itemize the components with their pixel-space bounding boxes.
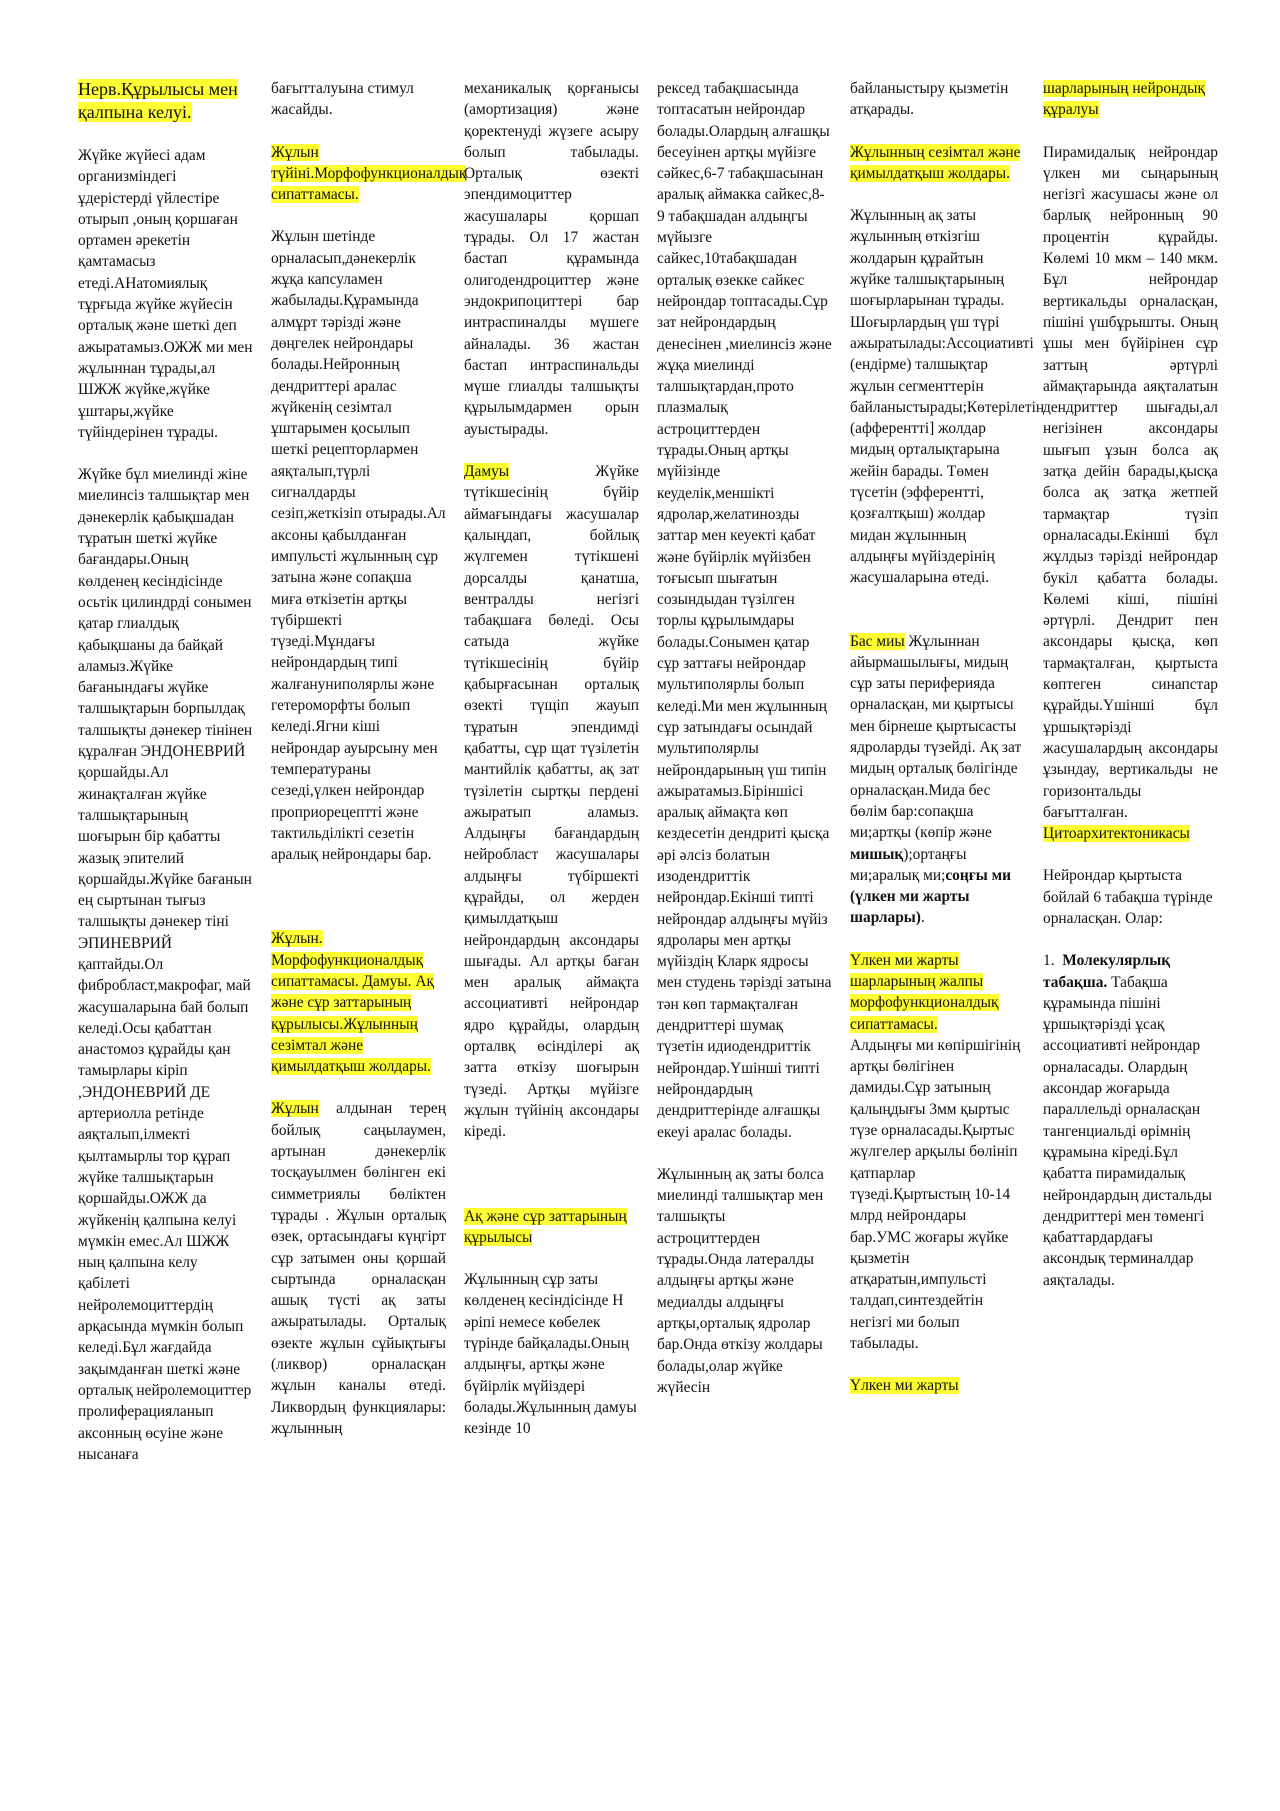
paragraph: байланыстыру қызметін атқарады. — [850, 80, 1009, 119]
paragraph: механикалық қорғанысы (амортизация) және қоректенуді жүзеге асыру болып табылады. Орталық өзекті эпендимоциттер жасушалары қоршап тұрады. Ол 17 жастан бастап құрамында олигодендроциттер және эндокрипоциттері бар интраспиналды мүшеге айналады. 36 жастан бастап интраспинальды мүше глиалды талшықты құрылымдармен орын ауыстырады. — [464, 80, 639, 438]
section-heading: шарларының нейрондық құралуы — [1043, 80, 1205, 119]
paragraph: рексед табақшасында топтасатын нейрондар болады.Олардың алғашқы бесеуінен артқы мүйізге сәйкес,6-7 табақшасынан аралық аймакка сайкес,8-9 табақшадан алдыңгы мүйызге сайкес,10табақшадан орталық өзекке сайкес нейрондар топтасады.Сұр зат нейрондардың денесінен ,миелинсіз және жұқа миелинді талшықтардан,прото плазмалық астроциттерден тұрады.Оның артқы мүйізінде кеуделік,меншікті ядролар,желатинозды заттар мен кеуекті қабат және бүйірлік мүйізбен тоғысып шығатын созындыдан түзілген торлы құрылымдары болады.Сонымен қатар сұр заттағы нейрондар мультиполярлы болып келеді.Ми мен жұлынның сұр затындағы осындай мультиполярлы нейрондарының үш типін ажыратамыз.Біріншісі аралық аймақта көп кездесетін дендриті қысқа әрі әлсіз болатын изодендриттік нейрондар.Екінші типті нейрондар алдыңғы мүйіз ядролары мен артқы мүйіздің Кларк ядросы мен студень тәрізді затына тән көп тармақталған дендриттері шумақ түзетін идиодендриттік нейрондар.Үшінші типті нейрондардың дендриттерінде алғашқы екеуі аралас болады. — [657, 80, 832, 1141]
section-heading: Ақ және сұр заттарының құрылысы — [464, 1207, 627, 1246]
column-6 — [1043, 78, 1218, 1768]
paragraph: Жүйке жүйесі адам организміндегі ұдерістерді үйлестіре отырып ,оның қоршаған ортамен әрекетін қамтамасыз етеді.АНатомиялық тұрғыда жүйке жүйесін орталық және шеткі деп ажыратамыз.ОЖЖ ми мен жұлыннан тұрады,ал ШЖЖ жүйке,жүйке ұштары,жүйке түйіндерінен тұрады. — [78, 147, 253, 441]
document-page — [78, 78, 1218, 1768]
paragraph: Жұлынның сұр заты көлденең кесіндісінде Н әріпі немесе көбелек түрінде байқалады.Оның алдыңғы, артқы және бүйірлік мүйіздері болады.Жұлынның дамуы кезінде 10 — [464, 1271, 637, 1438]
paragraph: Пирамидалық нейрондар үлкен ми сыңарының негізгі жасушасы және ол барлық нейронның 90 процентін құрайды. Көлемі 10 мкм – 140 мкм. Бұл нейрондар вертикальды орналасқан, пішіні үшбұрышты. Оның ұшы мен бүйірінен сұр заттың әртүрлі аймақтарында аяқталатын дендриттер шығады,ал негізінен аксондары шығып ұзын болса ақ затқа дейін барады,қысқа болса ақ затқа жетпей тармақтар түзіп орналасады.Екінші бұл жұлдыз тәрізді нейрондар букіл қабатта болады. Көлемі кіші, пішіні әртүрлі. Дендрит пен аксондары қысқа, көп тармақталған, қыртыста көптеген синапстар құрайды.Үшінші бұл ұршықтәрізді жасушалардың аксондары ұзындау, вертикальды не горизонтальды бағытталған. — [1043, 143, 1218, 821]
paragraph: Жұлынның ақ заты жұлынның өткізгіш жолдарын құрайтын жүйке талшықтарының шоғырларынан тұрады. Шоғырлардың үш түрі ажыратылады:Ассоциативті (ендірме) талшықтар жұлын сегменттерін байланыстырады;Көтерілетін (афферентті] жолдар мидың орталықтарына жейін барады. Төмен түсетін (эфферентті, қозғалтқыш) жолдар мидан жұлынның алдыңғы мүйіздерінің жасушаларына өтеді. — [850, 207, 1045, 587]
paragraph: Жүйке бұл миелинді жіне миелинсіз талшықтар мен дәнекерлік қабықшадан тұратын шеткі жүйке бағандары.Оның көлденең кесіндісінде осьтік цилиндрді сонымен қатар глиалдық қабықшаны да байқай аламыз.Жүйке бағанындағы жүйке талшықтарын борпылдақ талшықты дәнекер тінінен құралған ЭНДОНЕВРИЙ қоршайды.Ал жинақталған жүйке талшықтарының шоғырын бір қабатты жазық эпителий қоршайды.Жүйке бағанын ең сыртынан тығыз талшықты дәнекер тіні ЭПИНЕВРИЙ қаптайды.Ол фибробласт,макрофаг, май жасушаларына бай болып келеді.Осы қабаттан анастомоз құрайды қан тамырлары кіріп ,ЭНДОНЕВРИЙ ДЕ артериолла ретінде аяқталып,ілмекті қылтамырлы тор құрап жүйке талшықтарын қоршайды.ОЖЖ да жүйкенің қалпына келуі мүмкін емес.Ал ШЖЖ ның қалпына келу қабілеті нейролемоциттердің арқасында мүмкін болып келеді.Бұл жағдайда зақымданған шеткі және орталық нейролемоциттер пролиферацияланып аксонның өсуіне және нысанаға — [78, 466, 253, 1463]
paragraph: Жұлынның ақ заты болса миелинді талшықтар мен талшықты астроциттерден тұрады.Онда латералды алдыңғы артқы және медиалды алдыңғы артқы,орталық ядролар бар.Онда өткізу жолдары болады,олар жүйке жүйесін — [657, 1165, 824, 1396]
column-1 — [78, 78, 253, 1768]
section-heading: Жұлынның сезімтал және қимылдатқыш жолдары. — [850, 143, 1021, 182]
paragraph: Алдыңғы ми көпіршігінің артқы бөлігінен дамиды.Сұр затының қалыңдығы 3мм қыртыс түзе орналасады.Қыртыс жүлгелер арқылы бөлініп қатпарлар түзеді.Қыртыстың 10-14 млрд нейрондары бар.УМС жоғары жүйке қызметін атқаратын,импульсті талдап,синтездейтін негізгі ми болып табылады. — [850, 1036, 1021, 1353]
paragraph-lead: Жұлын — [271, 1100, 319, 1118]
list-item: 1. Молекулярлық табақша. Табақша құрамында пішіні ұршықтәрізді ұсақ ассоциативті нейрондар орналасады. Олардың аксондар жоғарыда параллельді орналасқан тангенциальді өрімнің құрамына кіреді.Бұл қабатта пирамидалық нейрондардың дистальды дендриттері мен төменгі қабаттардардағы аксондық терминалдар аяқталады. — [1043, 952, 1212, 1289]
column-5 — [850, 78, 1045, 1768]
paragraph: Жұлын шетінде орналасып,дәнекерлік жұқа капсуламен жабылады.Құрамында алмұрт тәрізді және дөңгелек нейрондары болады.Нейронның дендриттері аралас жүйкенің сезімтал ұштарымен қосылып шеткі рецепторлармен аяқталып,түрлі сигналдарды сезіп,жеткізіп отырады.Ал аксоны қабылданған импульсті жұлынның сұр затына және сопақша миға өткізетін артқы түбіршекті түзеді.Мұндағы нейрондардың типі жалғануниполярлы және гетероморфты болып келеді.Ягни кіші нейрондар ауырсыну мен температураны сезеді,үлкен нейрондар проприорецептті және тактильділікті сезетін аралық нейрондары бар. — [271, 228, 446, 864]
paragraph-text: алдынан терең бойлық саңылаумен, артынан дәнекерлік тосқауылмен бөлінген екі симметриялы бөліктен тұрады . Жұлын орталық өзек, ортасындағы күңгірт сұр затымен оны қоршай сыртында орналасқан ашық түсті ақ заты ажыратылады. Орталық өзекте жұлын сұйықтығы (ликвор) орналасқан жұлын каналы өтеді. Ликвордың функциялары: жұлынның — [271, 1100, 446, 1437]
layer-list — [1043, 950, 1218, 1291]
column-3 — [464, 78, 639, 1768]
section-heading: Үлкен ми жарты шарларының жалпы морфофункционалдық сипаттамасы. — [850, 951, 999, 1033]
paragraph — [464, 461, 639, 1143]
section-heading: Үлкен ми жарты — [850, 1377, 959, 1395]
paragraph-lead: Бас миы — [850, 632, 905, 650]
column-4 — [657, 78, 832, 1768]
section-heading: Жұлын түйіні.Морфофункционалдық сипаттамасы. — [271, 143, 467, 204]
section-heading: Жұлын. Морфофункционалдық сипаттамасы. Дамуы. Ақ және сұр заттарының құрылысы.Жұлынның сезімтал және қимылдатқыш жолдары. — [271, 930, 434, 1076]
paragraph: бағытталуына стимул жасайды. — [271, 80, 414, 119]
paragraph-text: Жүйке түтікшесінің бүйір аймағындағы жасушалар қалыңдап, бойлық жүлгемен түтікшені дорсалды қанатша, вентралды негізгі табақшаға бөледі. Осы сатыда жүйке түтікшесінің бүйір қабырғасынан орталық өзекті түщіп жауып тұратын эпендимді қабатты, сұр щат түзілетін мантийлік қабатты, ақ зат түзілетін сыртқы пердені ажыратып аламыз. Алдыңғы бағандардың нейробласт жасушалары алдыңғы түбіршекті құрайды, ол жерден қимылдатқыш нейрондардың аксондары шығады. Ал артқы баған мен аралық аймақта ассоциативті нейрондар ядро құрайды, олардың орталвқ өсінділері ақ затта өткізу шоғырын түзеді. Артқы мүйізге жұлын түйінің аксондары кіреді. — [464, 463, 639, 1141]
paragraph: Бас миы Жұлыннан айырмашылығы, мидың сұр заты перифериядa орналасқан, ми қыртысы мен бірнеше қыртысасты ядроларды түзейді. Ақ зат мидың орталық бөлігінде орналасқан.Мида бес бөлім бар:сопақша ми;артқы (көпір және мишық);ортаңғы ми;аралық ми;соңғы ми (үлкен ми жарты шарлары). — [850, 632, 1022, 927]
paragraph-lead: Дамуы — [464, 463, 510, 481]
paragraph: Нейрондар қыртыста бойлай 6 табақша түрінде орналасқан. Олар: — [1043, 867, 1213, 927]
document-title: Нерв.Құрылысы мен қалпына келуі. — [78, 79, 238, 122]
column-2 — [271, 78, 467, 1768]
paragraph — [271, 1098, 446, 1439]
section-heading: Цитоархитектоникасы — [1043, 825, 1190, 843]
